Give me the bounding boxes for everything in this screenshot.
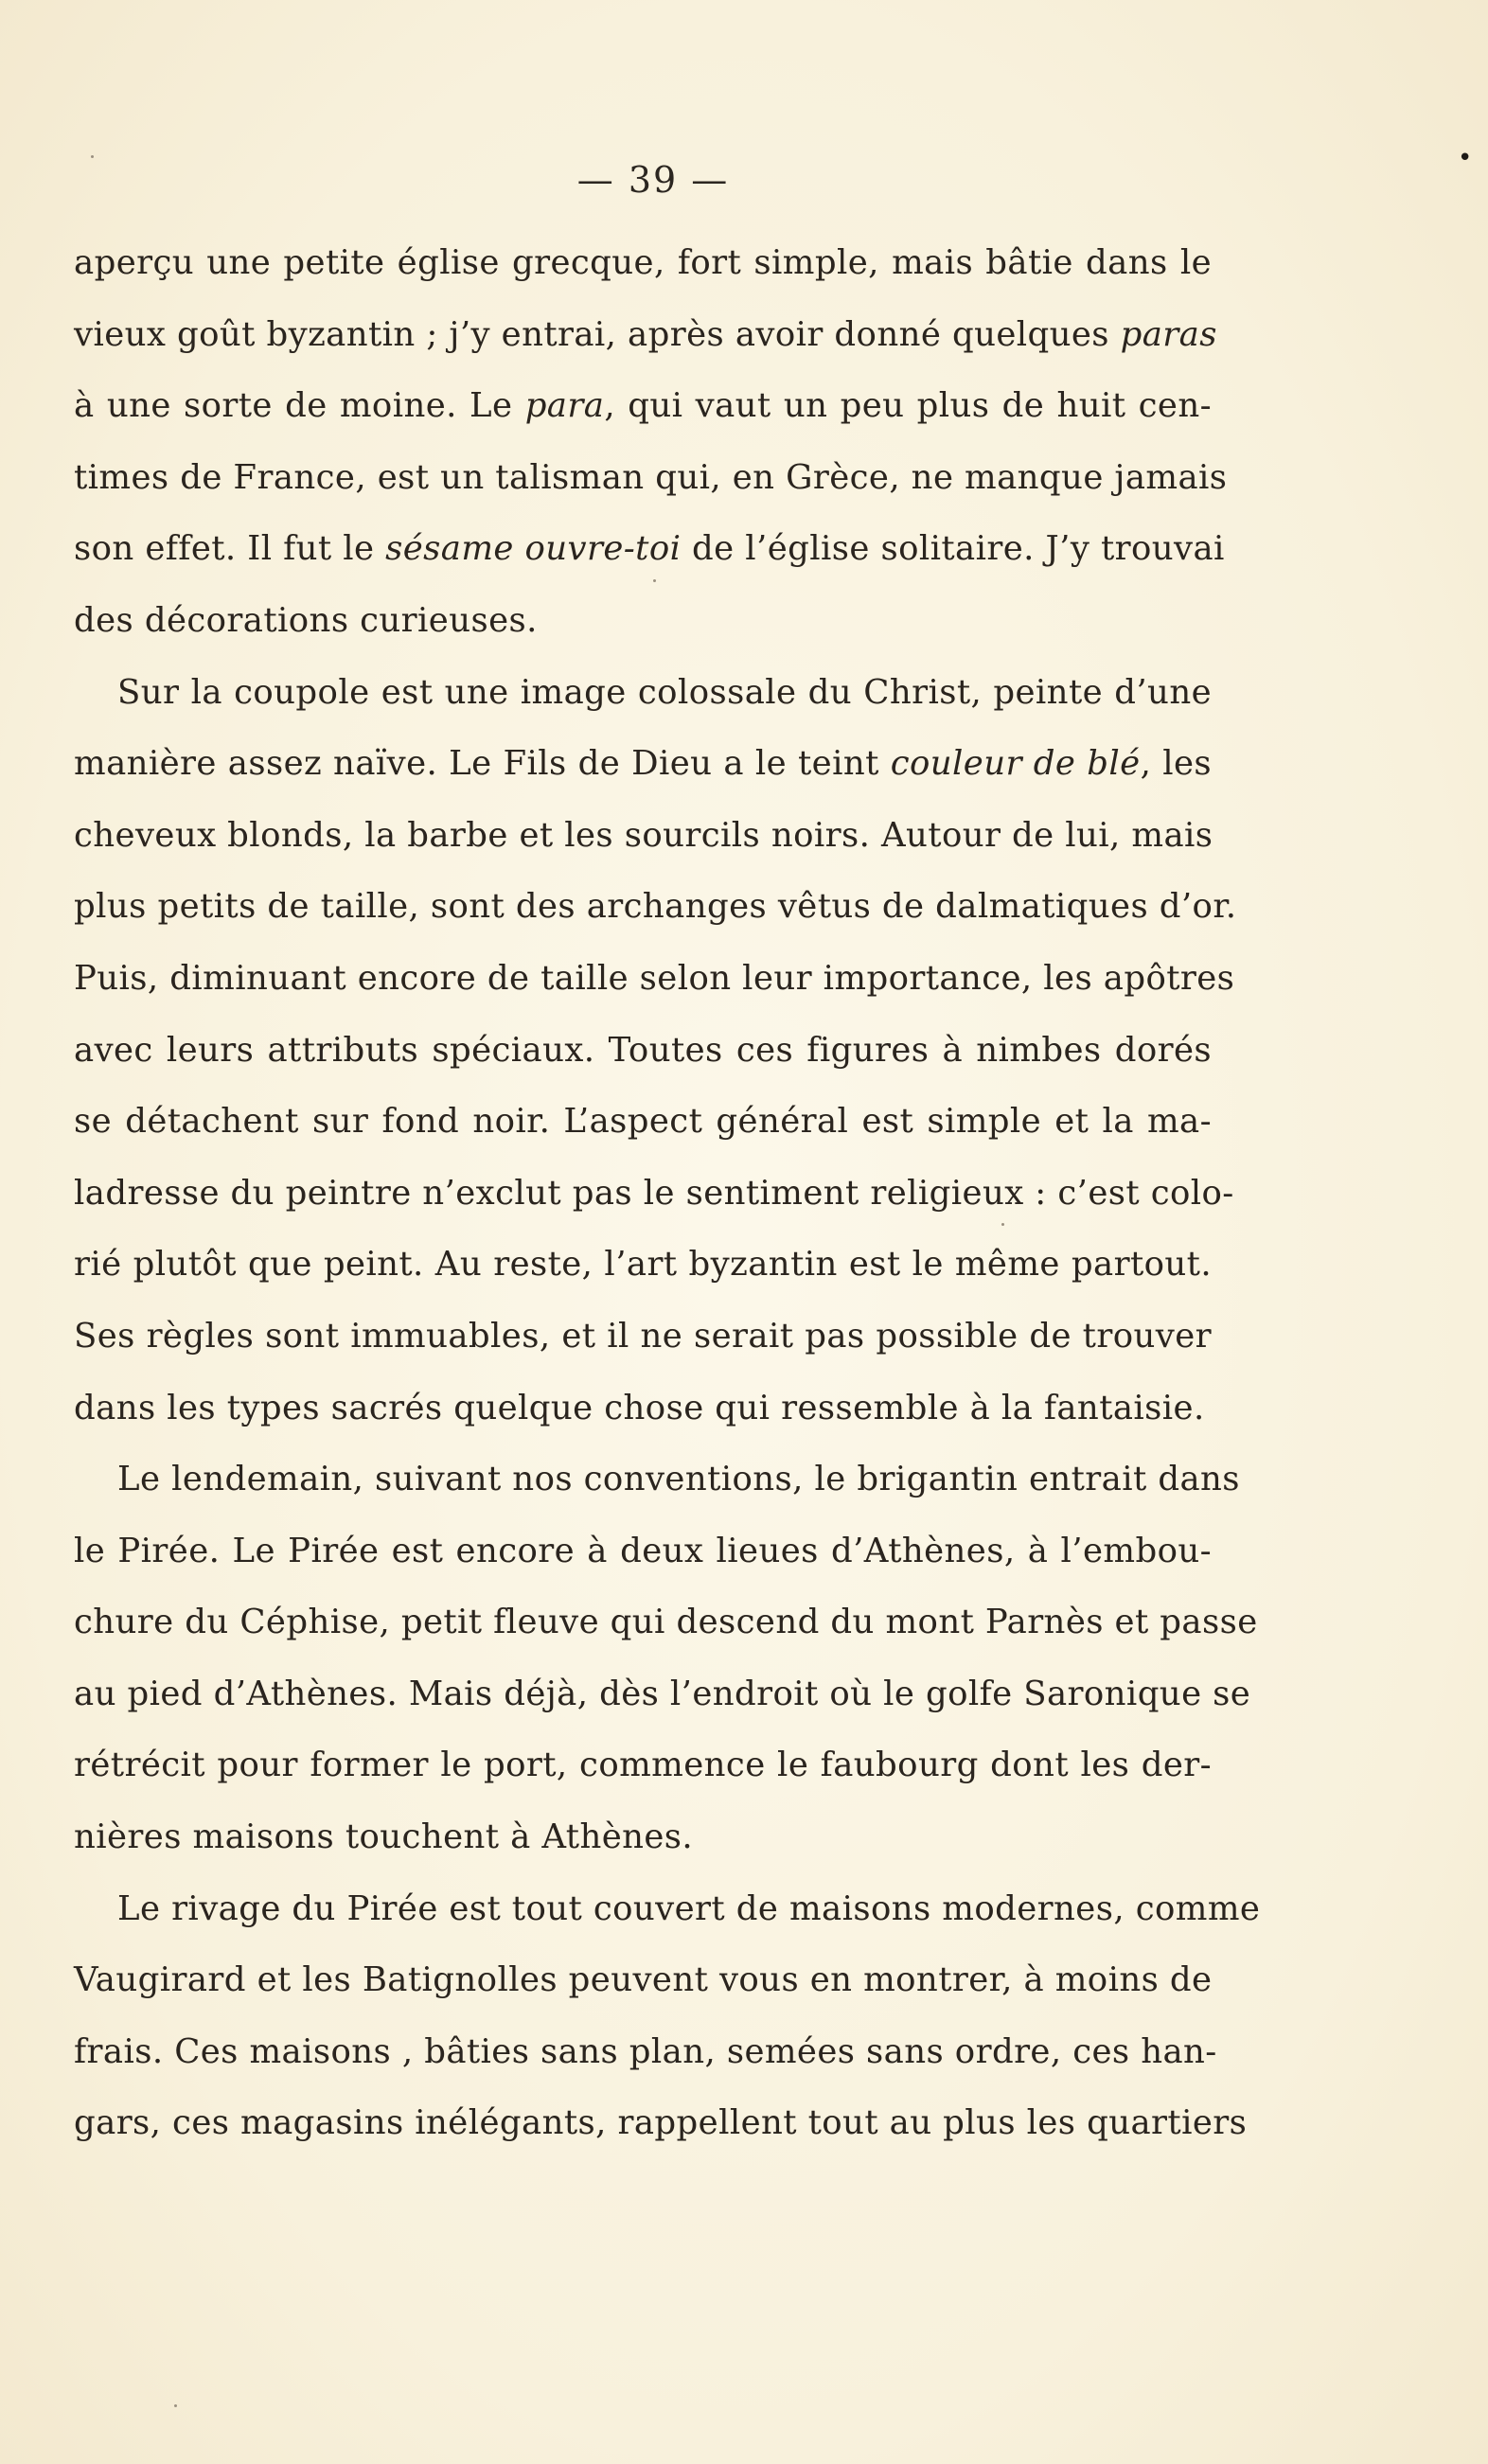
text-line: [74, 1587, 1258, 1658]
text-segment: à une sorte de moine. Le: [74, 386, 525, 426]
text-segment: Vaugirard et les Batignolles peuvent vous en montrer, à moins de: [74, 1960, 1213, 2000]
text-segment: au pied d’Athènes. Mais déjà, dès l’endroit où le golfe Saronique se: [74, 1674, 1251, 1713]
text-line: [74, 513, 1225, 585]
text-segment: vieux goût byzantin ; j’y entrai, après avoir donné quelques: [74, 314, 1121, 354]
paper-speck: [174, 2404, 177, 2407]
text-line: [74, 442, 1228, 514]
text-segment: times de France, est un talisman qui, en Grèce, ne manque jamais: [74, 457, 1228, 497]
text-line: [74, 800, 1212, 872]
text-line: [74, 299, 1217, 371]
text-line: [74, 2087, 1248, 2159]
paragraph: [74, 1444, 1258, 1873]
text-segment: manière assez naïve. Le Fils de Dieu a le teint: [74, 744, 891, 784]
text-segment: rétrécit pour former le port, commence le faubourg dont les der-: [74, 1746, 1212, 1785]
text-segment: avec leurs attributs spéciaux. Toutes ces figures à nimbes dorés: [74, 1030, 1212, 1070]
text-line: [74, 1801, 1212, 1873]
text-segment: aperçu une petite église grecque, fort simple, mais bâtie dans le: [74, 243, 1212, 282]
paragraph: [74, 227, 1228, 657]
text-segment: son effet. Il fut le: [74, 529, 386, 569]
italic-text: paras: [1120, 314, 1217, 354]
text-segment: le Pirée. Le Pirée est encore à deux lieues d’Athènes, à l’embou-: [74, 1531, 1212, 1570]
text-segment: de l’église solitaire. J’y trouvai: [681, 529, 1225, 569]
text-line: [74, 370, 1212, 442]
text-segment: se détachent sur fond noir. L’aspect général est simple et la ma-: [74, 1102, 1212, 1142]
paragraph: [74, 657, 1237, 1445]
text-line: [74, 1444, 1240, 1516]
text-segment: , qui vaut un peu plus de huit cen-: [604, 386, 1212, 426]
text-line: [74, 1373, 1212, 1445]
text-segment: des décorations curieuses.: [74, 600, 538, 640]
text-line: [74, 728, 1212, 800]
text-segment: nières maisons touchent à Athènes.: [74, 1817, 694, 1857]
text-line: [74, 1086, 1212, 1158]
text-line: [74, 1158, 1234, 1230]
text-line: [74, 227, 1212, 299]
text-segment: plus petits de taille, sont des archanges vêtus de dalmatiques d’or.: [74, 887, 1237, 927]
text-line: [74, 1516, 1212, 1587]
text-line: [74, 1301, 1212, 1373]
italic-text: sésame ouvre-toi: [385, 529, 682, 569]
text-line: [74, 1658, 1251, 1730]
text-segment: dans les types sacrés quelque chose qui ressemble à la fantaisie.: [74, 1388, 1205, 1427]
text-segment: Ses règles sont immuables, et il ne serait pas possible de trouver: [74, 1316, 1212, 1356]
page-number: — 39 —: [576, 159, 730, 201]
corner-mark: •: [1458, 144, 1473, 172]
text-line: [74, 1229, 1212, 1301]
text-segment: Puis, diminuant encore de taille selon leur importance, les apôtres: [74, 958, 1235, 998]
paragraph: [74, 1873, 1261, 2159]
text-line: [74, 2016, 1217, 2088]
text-line: [74, 585, 1212, 657]
text-line: [74, 1729, 1212, 1801]
paper-speck: [1001, 1223, 1004, 1226]
italic-text: couleur de blé: [890, 744, 1141, 784]
text-line: [74, 1015, 1212, 1087]
text-segment: chure du Céphise, petit fleuve qui descend du mont Parnès et passe: [74, 1603, 1258, 1642]
text-segment: , les: [1140, 744, 1213, 784]
paper-speck: [91, 155, 94, 158]
text-segment: frais. Ces maisons , bâties sans plan, semées sans ordre, ces han-: [74, 2031, 1217, 2071]
italic-text: para: [524, 386, 605, 426]
text-segment: gars, ces magasins inélégants, rappellent tout au plus les quartiers: [74, 2103, 1248, 2143]
body-text: [74, 227, 1261, 2159]
text-segment: Le rivage du Pirée est tout couvert de maisons modernes, comme: [117, 1888, 1261, 1928]
text-segment: Sur la coupole est une image colossale du Christ, peinte d’une: [117, 672, 1212, 712]
paper-speck: [653, 579, 656, 582]
text-segment: Le lendemain, suivant nos conventions, le brigantin entrait dans: [117, 1460, 1240, 1499]
text-segment: rié plutôt que peint. Au reste, l’art byzantin est le même partout.: [74, 1245, 1212, 1285]
text-segment: ladresse du peintre n’exclut pas le sentiment religieux : c’est colo-: [74, 1173, 1234, 1213]
text-line: [74, 871, 1237, 943]
text-line: [74, 1944, 1212, 2016]
text-line: [74, 657, 1212, 729]
text-line: [74, 1873, 1261, 1945]
text-line: [74, 943, 1235, 1015]
text-segment: cheveux blonds, la barbe et les sourcils noirs. Autour de lui, mais: [74, 815, 1213, 855]
